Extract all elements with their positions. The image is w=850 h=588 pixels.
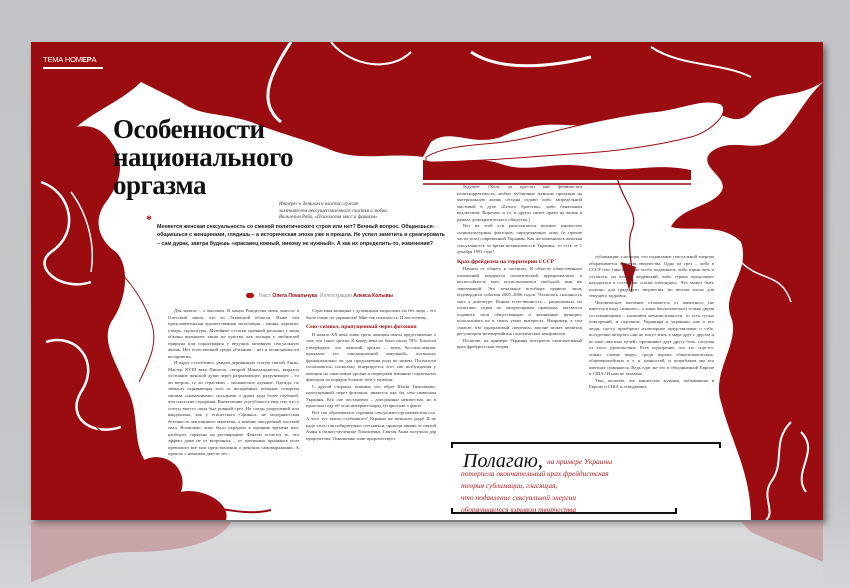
column-2: Страстная женщина с духовными запросами, но без лица – это было очень по-украински! Мне так показалось. И вот почему. Секс-символ, пропущенный через фотошоп В начале XX века лишь треть женщин имела представление о том, что такое оргазм. К концу века их было около 70%. Биологи утверждают, что женский оргазм – вещь бессмысленная, называют его «эволюционной ловушкой», поскольку функционально он для продолжения рода не нужен. Психологи соглашаются, поскольку генерируется этот тип возбуждения у женщин на смысловом уровне и подвержен влиянию социальных факторов на порядок больше, чем у мужчин. С другой стороны, помним, что образ Юлии Тимошенко, пропущенный через фотошоп, является как бы секс-символом Украины. Кто сие постановил – доподлинно неизвестно, но в прошлом году об этом интернет-народ гутарил как о факте. Вот так образовалась странная сексуально-оргазмическая ось. А чего тут такого особенного? Украина же женского рода! И не надо этого так избирательно стесняться, проводя линию от святой Анны к бизнес-мученице Тимошенко. Святая Анна получила дар пророчества, Тимошенко тоже пророчествует: [306, 308, 436, 441]
column-4: сублимации, гласящая, что подавление сексуальной энергии оборачивается взрывом творчества. Одно из трех – либо в СССР секс таки был и не особо подавлялся, либо взрыв хоть и случился, но весьма жиденький, либо страна продолжает находиться в состоянии «coitus interruptus». Что может быть полезно для грядущего творчества, но весьма плохо для текущего здоровья. Человеческое влечение отличается от животного (не имеется в виду «инишес», а лишь биологическое) только двумя составляющими – наличием механистичности, то есть тупых повторений, и садизмом. Украинцы и украинки, как и все люди, где-то приобрели иллюзорное представление о себе, вследствие которого они не могут жить в мире друг с другом и во имя «высших целей» причиняют друг другу боль, получая от этого удовольствие. Есть подозрение, что это «где-то» ложит, словно вирус, среди ворона общечеловеческих, общеевропейских и т. п. ценностей, и потребляем мы его ничтоже сумняшеся. Ведь едят же это в объединенной Европе и США? И нам не заказано. Увы, полагаю, что множество мужчин, побывавших в Европе и США и отведавших: [589, 254, 714, 389]
article-title: Особенности национального оргазма: [113, 114, 294, 200]
section-tag: ТЕМА НОМЕРА: [43, 55, 97, 64]
quote-bracket-bottom: [451, 508, 677, 514]
column-1: Для начала – о высоком. В канун Рождества меня занесло в Олесский замок, что во Львовской области. Ныне там представительная художественная экспозиция – иконы, картины, утварь, скульптуры. Музейные остатки прежней роскоши у меня обычно вызывают такие же чувства, как зоопарк у любителей природы или порнография у ведущих активную сексуальную жизнь. Нет естественной среды обитания – нет и полноценности восприятия. И вдруг остолбенел, увидев деревянную статую святой Анны. Мастер XVIII века Пинзель, «второй Микеланджело», выразил состояние женской души через разрывающее, раздувающее – то ли ветром, то ли страстями – монашеское одеяние. Одежда, по замыслу скрывающая тело от нескромных взглядов, говорила своими «окаменными» складками о драме куда более глубокой, чем плотские страдания. Впечатление усугублялось еще тем, что у статуи вместо лица был ровный срез. Не следы разрушений или вандализма, как у египетского Сфинкса, не модернистская безликость магазинного манекена, а именно аккуратный плоский овал. Возможно, лицо было украдено в прежние времена или, наоборот, спрятано на реставрацию. Фактом остается то, что эффект даже не от вторичных – от третичных признаков пола превзошел все мои представления о женском самовыражении. А прошло с немалым двести лет...: [168, 308, 299, 456]
pull-quote: Полагаю, на примере Украины потерпела окончательный крах фрейдистская теория сублимации, гласящая, что подавление сексуальной энергии оборачивается взрывом творчества: [451, 442, 721, 514]
section-rule: [43, 67, 103, 69]
column-3: будущее. (Хотя, да простят мне феминистки политкорректность, любые публичные женские проекции на материальную жизнь сегодня отдают либо запредельной мистикой в духе «Белого братства», либо банальным ведовством. Впрочем, и то, и другое имеет право на жизнь в рамках демократического общества.) Вот на этой оси располагается великое множество социокультурных факторов, определяющих лицо (и прочие части тела) современной Украины. Как же изменилась женская сексуальность за время независимости Украины, то есть от 1 декабря 1991 года? Крах фрейдизма на территории СССР Начнем от общего к частному. В области общественных отношений воцарился политический иррационализм и неспособность масс воспользоваться свободой, ими же завоеванной. Это печальное всеобщее правило лишь подтвердили события 2005–2006 годов. Усилилась склонность масс к диктатуре. Всякая естественность – рациональна, но политики, играя по авторитарным правилам, пытаются подавить свои общественные и жизненные функции, использовать их в своих узких интересах. Например, в том смысле, что одноразовый «перепих» вполне может являться регулятором межпартийных политических конфликтов. Полагаю, на примере Украины потерпела окончательный крах фрейдистская теория: [457, 184, 582, 349]
lead-marker: *: [146, 212, 152, 226]
credits: Текст Олега Покальчука Иллюстрации Алекса Колывы: [246, 293, 476, 299]
subheading: Секс-символ, пропущенный через фотошоп: [306, 324, 417, 330]
spread-reflection: [31, 522, 823, 588]
lips-icon: [246, 293, 254, 298]
subheading: Крах фрейдизма на территории СССР: [457, 258, 555, 265]
epigraph: Интерес к деньгам и власти служит заменителем неосуществленного счастья в любви. Вильгельм Райх, «Психология масс и фашизм»: [279, 202, 388, 220]
magazine-spread: [31, 42, 823, 520]
quote-bracket-top: [451, 442, 721, 448]
article-lead: Меняется женская сексуальность со сменой политического строя или нет? Вечный вопрос. Общаешься-общаешься с женщинами, глядишь – а историческая эпоха уже и прошла. Не успел заметить и среагировать – сам дурак, завтра будешь «красавец южный, никому не нужный». А как их определить-то, изменения?: [157, 224, 445, 247]
